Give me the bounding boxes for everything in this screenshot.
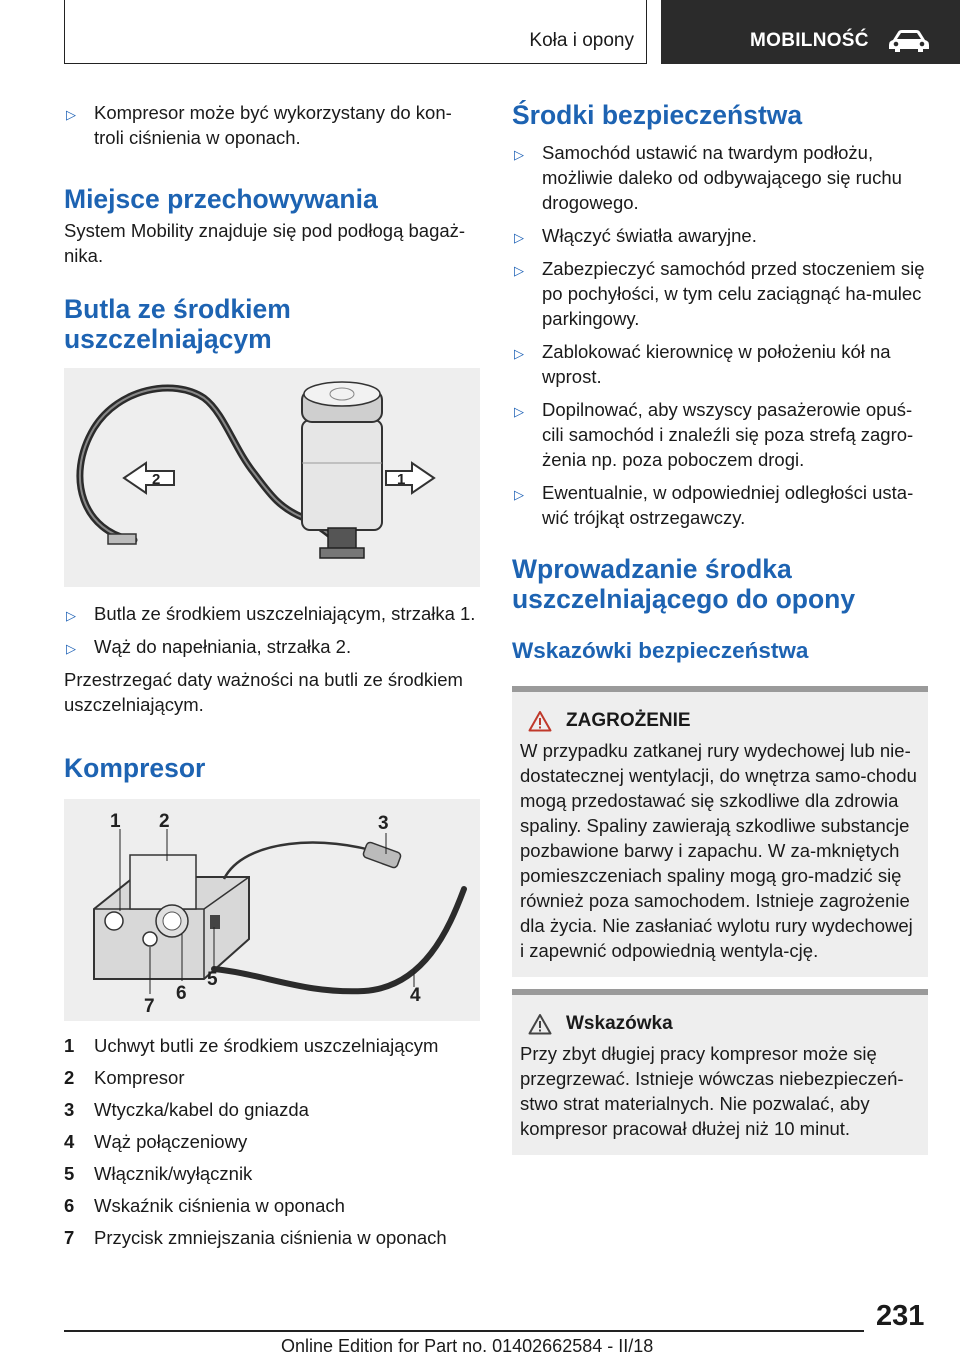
compressor-figure-label-5: 5 — [207, 969, 218, 990]
item-number: 7 — [64, 1227, 75, 1248]
section-title: MOBILNOŚĆ — [750, 30, 869, 51]
sealant-bottle-illustration — [64, 368, 480, 587]
right-column — [512, 100, 928, 1155]
compressor-illustration — [64, 799, 480, 1021]
footer-edition: Online Edition for Part no. 01402662584 - II/18 — [281, 1336, 654, 1356]
triangle-bullet-icon: ▷ — [514, 346, 524, 361]
safety-heading: Środki bezpieczeństwa — [512, 100, 803, 130]
item-text: Kompresor — [94, 1067, 185, 1088]
safety-bullet-text: Zablokować kierownicę w położeniu kół na wprost. — [542, 341, 891, 387]
triangle-bullet-icon: ▷ — [66, 608, 76, 623]
bottle-bullet-text: Butla ze środkiem uszczelniającym, strzałka 1. — [94, 603, 476, 624]
bottle-bullet-1 — [64, 601, 480, 626]
safety-bullet — [512, 397, 928, 472]
safety-bullet-text: Zabezpieczyć samochód przed stoczeniem się po pochyłości, w tym celu zaciągnąć ha-mulec parkingowy. — [542, 258, 925, 329]
section-tab — [661, 0, 960, 64]
safety-bullet — [512, 223, 928, 248]
triangle-bullet-icon: ▷ — [514, 230, 524, 245]
list-item — [64, 1097, 480, 1122]
safety-bullet-text: Ewentualnie, w odpowiedniej odległości usta-wić trójkąt ostrzegawczy. — [542, 482, 914, 528]
safety-bullet — [512, 140, 928, 215]
list-item — [64, 1161, 480, 1186]
compressor-parts-list — [64, 1033, 480, 1250]
compressor-heading: Kompresor — [64, 753, 206, 783]
insert-heading: Wprowadzanie środka uszczelniającego do opony — [512, 554, 856, 614]
bottle-figure-label-1: 1 — [397, 471, 406, 488]
compressor-figure-label-7: 7 — [144, 996, 155, 1017]
safety-bullet-text: Dopilnować, aby wszyscy pasażerowie opuś-cili samochód i znaleźli się poza strefą zagro-żenia np. poza poboczem drogi. — [542, 399, 914, 470]
bottle-heading: Butla ze środkiem uszczelniającym — [64, 294, 291, 354]
list-item — [64, 1193, 480, 1218]
notice-text: Przy zbyt długiej pracy kompresor może się przegrzewać. Istnieje wówczas niebezpieczeń-stwo strat materialnych. Nie pozwalać, aby kompresor pracował dłużej niż 10 minut. — [520, 1043, 904, 1139]
danger-box — [512, 686, 928, 977]
compressor-figure-label-1: 1 — [110, 811, 121, 832]
item-number: 2 — [64, 1067, 75, 1088]
list-item — [64, 1129, 480, 1154]
item-number: 3 — [64, 1099, 75, 1120]
triangle-bullet-icon: ▷ — [66, 641, 76, 656]
bottle-note: Przestrzegać daty ważności na butli ze środkiem uszczelniającym. — [64, 669, 463, 715]
safety-bullet-text: Włączyć światła awaryjne. — [542, 225, 757, 246]
compressor-figure-label-2: 2 — [159, 811, 170, 832]
bottle-bullet-2 — [64, 634, 480, 659]
bottle-figure-label-2: 2 — [152, 471, 161, 488]
item-text: Włącznik/wyłącznik — [94, 1163, 253, 1184]
danger-title-row — [520, 710, 920, 732]
list-item — [64, 1065, 480, 1090]
triangle-bullet-icon: ▷ — [514, 263, 524, 278]
triangle-bullet-icon: ▷ — [514, 147, 524, 162]
tips-heading: Wskazówki bezpieczeństwa — [512, 638, 809, 663]
left-column — [64, 100, 480, 1257]
item-number: 1 — [64, 1035, 75, 1056]
item-text: Wąż połączeniowy — [94, 1131, 248, 1152]
bottle-figure — [64, 368, 480, 587]
storage-text: System Mobility znajduje się pod podłogą bagaż-nika. — [64, 220, 466, 266]
list-item — [64, 1033, 480, 1058]
chapter-title: Koła i opony — [529, 30, 634, 51]
intro-bullet — [64, 100, 480, 150]
page-number: 231 — [876, 1300, 925, 1332]
compressor-figure-label-4: 4 — [410, 985, 421, 1006]
item-text: Wtyczka/kabel do gniazda — [94, 1099, 309, 1120]
triangle-bullet-icon: ▷ — [514, 404, 524, 419]
warning-triangle-icon — [528, 1013, 552, 1035]
intro-bullet-text: Kompresor może być wykorzystany do kon-troli ciśnienia w oponach. — [94, 102, 452, 148]
safety-bullet-text: Samochód ustawić na twardym podłożu, możliwie daleko od odbywającego się ruchu drogowego. — [542, 142, 902, 213]
item-text: Przycisk zmniejszania ciśnienia w oponach — [94, 1227, 447, 1248]
notice-title: Wskazówka — [566, 1013, 673, 1034]
item-number: 6 — [64, 1195, 75, 1216]
notice-box — [512, 989, 928, 1155]
item-text: Wskaźnik ciśnienia w oponach — [94, 1195, 345, 1216]
safety-bullet — [512, 256, 928, 331]
compressor-figure-label-6: 6 — [176, 983, 187, 1004]
car-icon — [887, 28, 931, 54]
bottle-bullet-text: Wąż do napełniania, strzałka 2. — [94, 636, 352, 657]
compressor-figure — [64, 799, 480, 1021]
compressor-figure-label-3: 3 — [378, 813, 389, 834]
triangle-bullet-icon: ▷ — [514, 487, 524, 502]
list-item — [64, 1225, 480, 1250]
danger-text: W przypadku zatkanej rury wydechowej lub nie-dostatecznej wentylacji, do wnętrza samo-chodu mogą przedostawać się szkodliwe dla zdrowia spaliny. Spaliny zawierają szkodliwe substancje pozbawione barwy i zapachu. W za-mkniętych pomieszczeniach spaliny mogą gro-madzić się również poza samochodem. Istnieje zagrożenie dla życia. Nie zasłaniać wylotu rury wydechowej i zapewnić odpowiednią wentyla-cję. — [520, 740, 917, 961]
warning-triangle-icon — [528, 710, 552, 732]
item-text: Uchwyt butli ze środkiem uszczelniającym — [94, 1035, 439, 1056]
safety-bullet — [512, 339, 928, 389]
item-number: 5 — [64, 1163, 75, 1184]
footer-divider — [64, 1330, 864, 1332]
item-number: 4 — [64, 1131, 75, 1152]
triangle-bullet-icon: ▷ — [66, 107, 76, 122]
safety-bullet — [512, 480, 928, 530]
header-frame — [64, 0, 647, 64]
notice-title-row — [520, 1013, 920, 1035]
storage-heading: Miejsce przechowywania — [64, 184, 378, 214]
danger-title: ZAGROŻENIE — [566, 710, 691, 731]
